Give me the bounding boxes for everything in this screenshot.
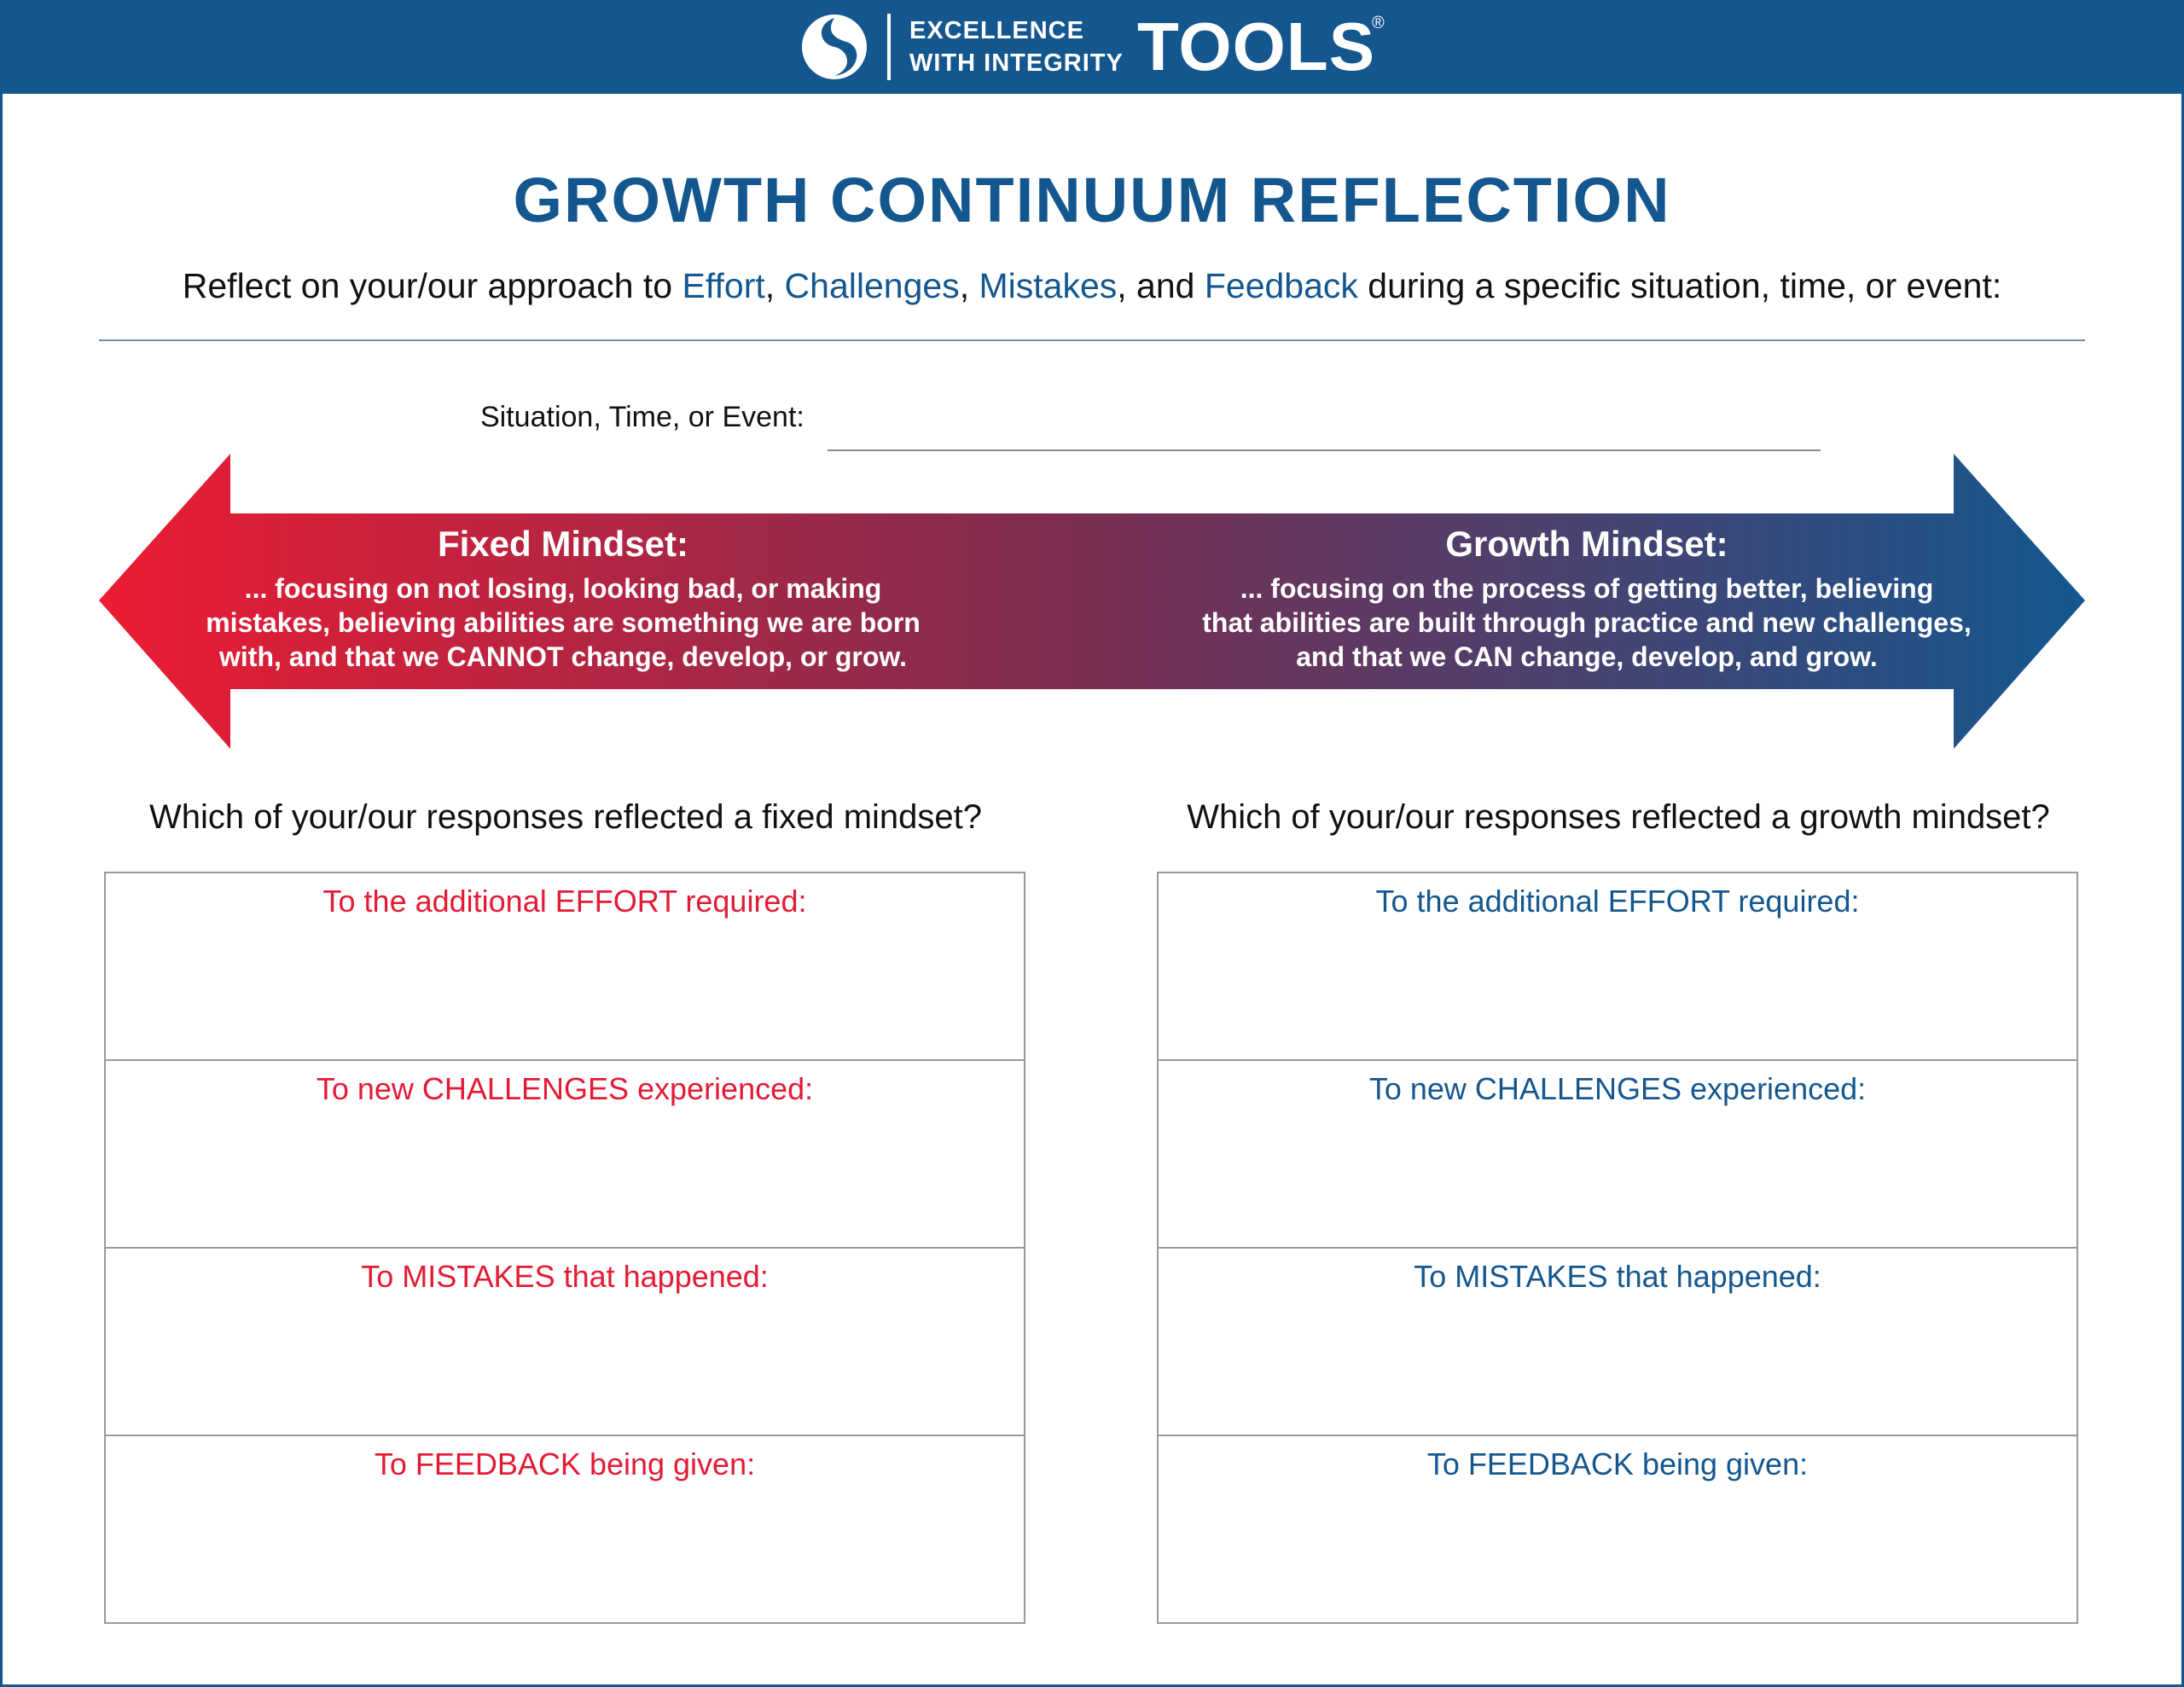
fixed-feedback-box[interactable] [106, 1436, 1024, 1624]
subtitle-prefix: Reflect on your/our approach to [182, 266, 682, 305]
subtitle-sep2: , [959, 266, 979, 305]
situation-label: Situation, Time, or Event: [480, 401, 804, 433]
keyword-effort: Effort [682, 266, 765, 305]
page-title: GROWTH CONTINUUM REFLECTION [513, 165, 1671, 235]
fixed-response-grid [104, 872, 1025, 1624]
growth-mindset-question: Which of your/our responses reflected a growth mindset? [1187, 798, 2050, 836]
growth-feedback-box[interactable] [1159, 1436, 2077, 1624]
fixed-desc-line1: ... focusing on not losing, looking bad, or making [244, 573, 882, 604]
keyword-mistakes: Mistakes [979, 266, 1118, 305]
growth-effort-box[interactable] [1159, 873, 2077, 1061]
fixed-feedback-prompt: To FEEDBACK being given: [374, 1446, 756, 1481]
growth-response-grid [1157, 872, 2078, 1624]
growth-mindset-title: Growth Mindset: [1445, 524, 1728, 564]
growth-challenges-prompt: To new CHALLENGES experienced: [1368, 1071, 1867, 1106]
subtitle-suffix: during a specific situation, time, or event: [1357, 266, 2002, 305]
fixed-desc-line3: with, and that we CANNOT change, develop, or grow. [219, 641, 907, 672]
growth-desc-line3: and that we CAN change, develop, and grow. [1296, 641, 1878, 672]
growth-mindset-description [1169, 571, 2005, 674]
growth-desc-line1: ... focusing on the process of getting better, believing [1240, 573, 1934, 604]
fixed-effort-box[interactable] [106, 873, 1024, 1061]
fixed-challenges-box[interactable] [106, 1061, 1024, 1249]
keyword-challenges: Challenges [784, 266, 960, 305]
fixed-effort-prompt: To the additional EFFORT required: [322, 884, 807, 919]
fixed-challenges-prompt: To new CHALLENGES experienced: [316, 1071, 814, 1106]
fixed-mindset-title: Fixed Mindset: [437, 524, 689, 564]
logo-tools-word: TOOLS [1137, 9, 1376, 84]
fixed-mistakes-box[interactable] [106, 1249, 1024, 1436]
keyword-feedback: Feedback [1204, 266, 1358, 305]
growth-mistakes-box[interactable] [1159, 1249, 2077, 1436]
growth-effort-prompt: To the additional EFFORT required: [1375, 884, 1860, 919]
fixed-mindset-question: Which of your/our responses reflected a fixed mindset? [148, 798, 983, 836]
registered-mark: ® [1372, 14, 1385, 32]
logo-text-line1: EXCELLENCE [909, 17, 1084, 44]
fixed-mindset-description [162, 571, 964, 674]
fixed-mistakes-prompt: To MISTAKES that happened: [361, 1259, 769, 1294]
subtitle-sep3: , and [1117, 266, 1205, 305]
growth-feedback-prompt: To FEEDBACK being given: [1426, 1446, 1809, 1481]
fixed-desc-line2: mistakes, believing abilities are something we are born [206, 607, 921, 638]
growth-desc-line2: that abilities are built through practice and new challenges, [1202, 607, 1972, 638]
growth-mistakes-prompt: To MISTAKES that happened: [1414, 1259, 1821, 1294]
growth-challenges-box[interactable] [1159, 1061, 2077, 1249]
logo-text-line2: WITH INTEGRITY [909, 49, 1124, 77]
subtitle-sep1: , [764, 266, 785, 305]
